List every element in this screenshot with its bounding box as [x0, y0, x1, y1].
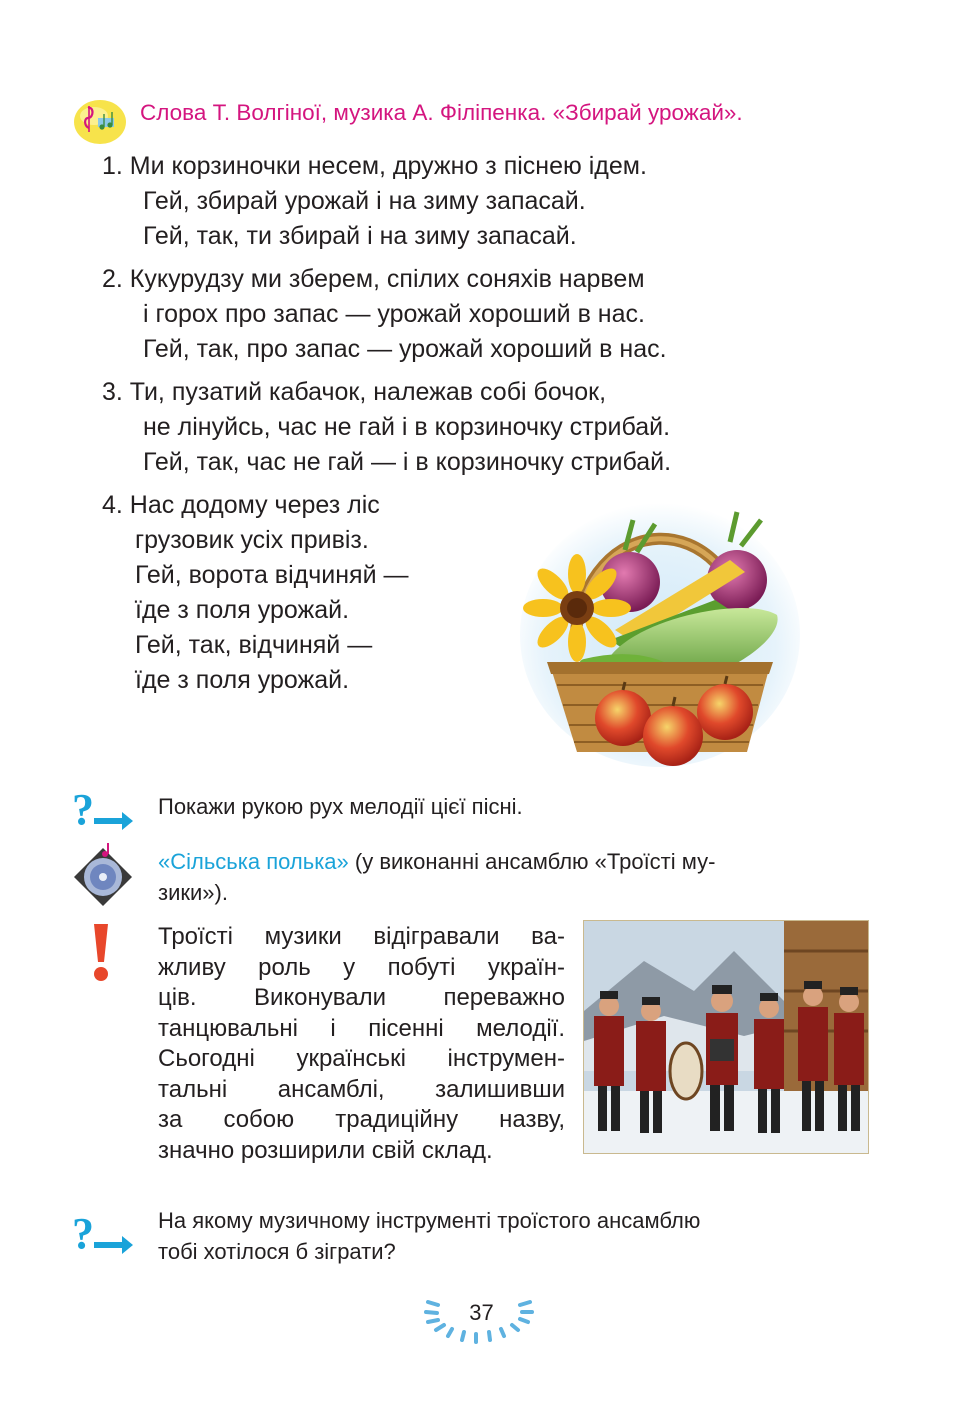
verse-2	[102, 262, 667, 367]
info-line: за собою традиційну назву,	[158, 1106, 565, 1133]
question-1-text: Покажи рукою рух мелодії цієї пісні.	[158, 794, 523, 819]
verse-line: грузовик усіх привіз.	[135, 526, 369, 554]
info-line: значно розширили свій склад.	[158, 1136, 493, 1164]
verse-line: 4. Нас додому через ліс	[102, 491, 380, 519]
verse-4	[102, 488, 408, 698]
musicians-photo	[583, 920, 869, 1154]
verse-line: Гей, ворота відчиняй —	[135, 561, 409, 589]
exclamation-icon	[88, 922, 114, 984]
info-line: тальні ансамблі, залишивши	[158, 1075, 565, 1103]
verse-line: Гей, так, відчиняй —	[135, 631, 373, 659]
verse-line: Гей, так, про запас — урожай хороший в нас.	[143, 335, 667, 363]
page-number: 37	[469, 1300, 494, 1325]
listening-disc-icon	[72, 840, 134, 910]
svg-text:?: ?	[72, 1212, 94, 1256]
verse-line: не лінуйсь, час не гай і в корзиночку стрибай.	[143, 413, 671, 441]
question-2-line: тобі хотілося б зіграти?	[158, 1239, 396, 1264]
info-text	[158, 922, 565, 1166]
question-arrow-icon	[72, 788, 134, 832]
verse-line: і горох про запас — урожай хороший в нас.	[143, 300, 645, 328]
verse-line: Гей, збирай урожай і на зиму запасай.	[143, 187, 586, 215]
info-line: жливу роль у побуті україн-	[158, 953, 565, 981]
verse-line: 2. Кукурудзу ми зберем, спілих соняхів нарвем	[102, 265, 645, 293]
listening-description-cont: зики»).	[158, 880, 228, 905]
info-line: танцювальні і пісенні мелодії.	[158, 1014, 565, 1042]
music-notes-icon	[72, 96, 128, 146]
question-arrow-icon	[72, 1212, 134, 1256]
info-line: ців. Виконували переважно	[158, 984, 565, 1011]
verse-line: Гей, так, час не гай — і в корзиночку стрибай.	[143, 448, 672, 476]
verse-line: їде з поля урожай.	[135, 596, 350, 624]
verse-line: Гей, так, ти збирай і на зиму запасай.	[143, 222, 577, 250]
question-2-line: На якому музичному інструменті троїстого ансамблю	[158, 1208, 701, 1233]
verse-line: 3. Ти, пузатий кабачок, належав собі бочок,	[102, 378, 607, 406]
info-line: Троїсті музики відігравали ва-	[158, 923, 565, 950]
svg-text:?: ?	[72, 788, 94, 832]
listening-description: (у виконанні ансамблю «Троїсті му-	[348, 849, 716, 874]
verse-line: 1. Ми корзиночки несем, дружно з піснею ідем.	[102, 152, 647, 180]
listening-text	[158, 846, 868, 908]
verse-line: їде з поля урожай.	[135, 666, 350, 694]
info-line: Сьогодні українські інструмен-	[158, 1045, 565, 1072]
verse-3	[102, 375, 671, 480]
harvest-basket-illustration	[515, 490, 805, 770]
question-2-text	[158, 1205, 868, 1267]
verse-1	[102, 149, 647, 254]
song-title: Слова Т. Волгіної, музика А. Філіпенка. «Збирай урожай».	[140, 100, 743, 125]
listening-title: «Сільська полька»	[158, 849, 349, 874]
